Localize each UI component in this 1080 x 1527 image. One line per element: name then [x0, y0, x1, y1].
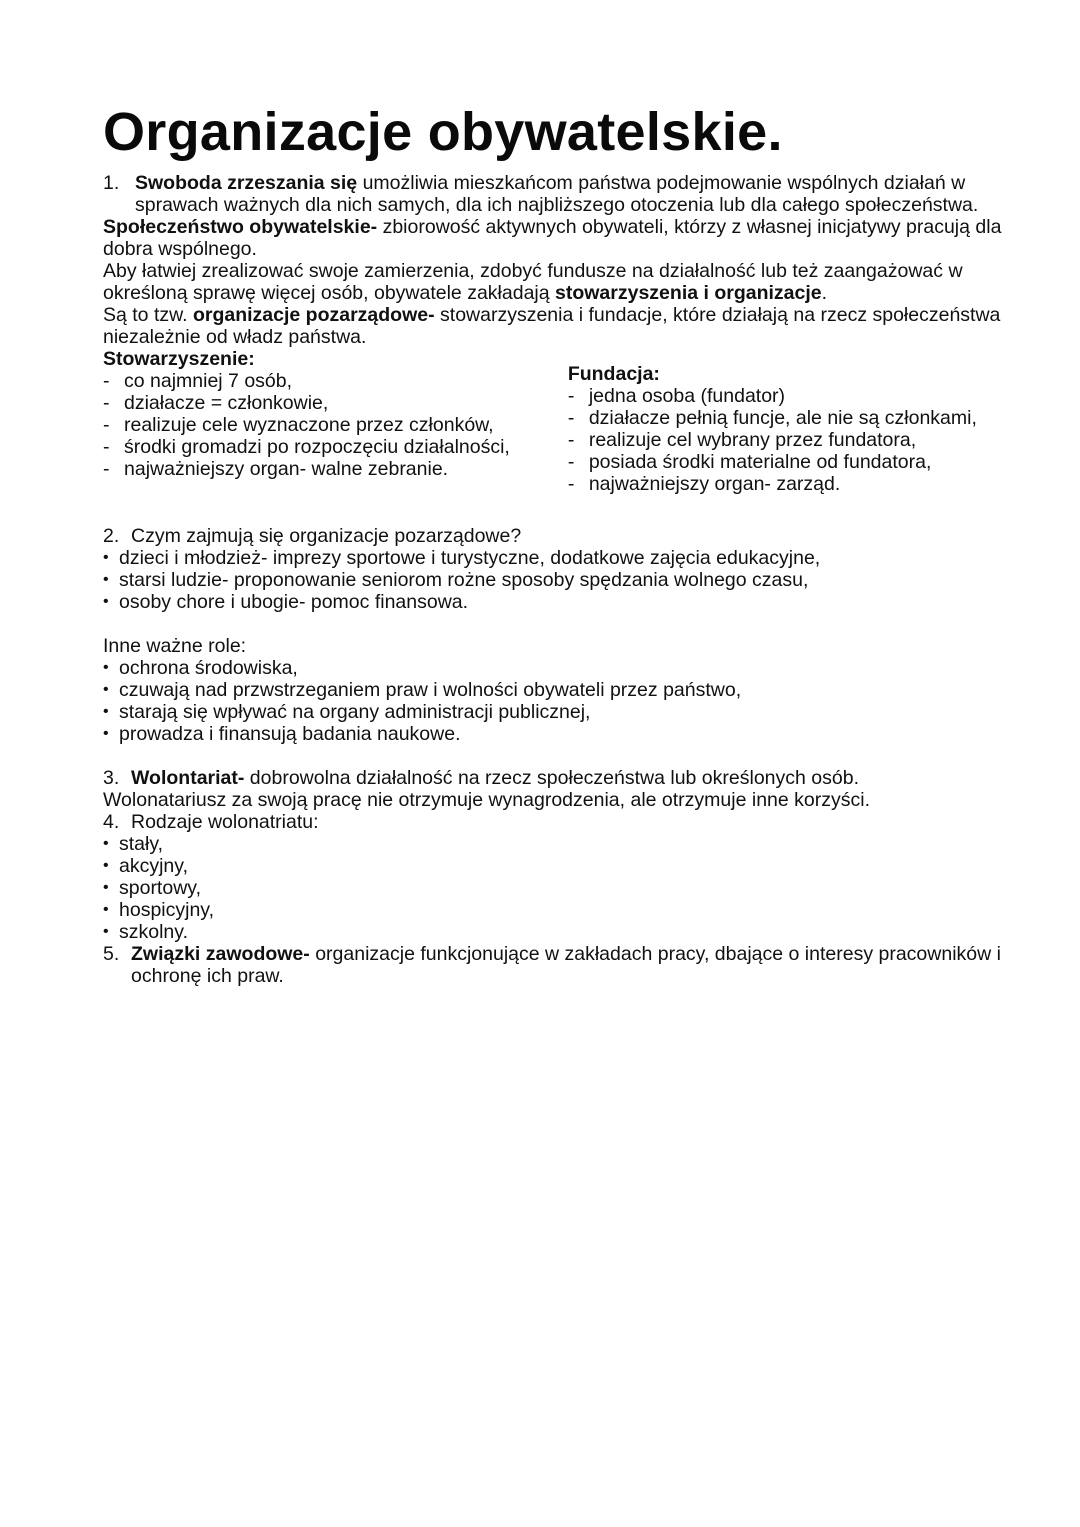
bullet-mark: •	[103, 593, 109, 610]
section-5-text: organizacje funkcjonujące w zakładach pracy, dbające o interesy pracowników i ochronę ich praw.	[131, 943, 1001, 987]
bullet-mark: •	[103, 923, 109, 940]
section-3-term: Wolontariat-	[131, 767, 245, 789]
dash-mark: -	[103, 414, 110, 436]
list-item	[103, 591, 1003, 613]
bullet-mark: •	[103, 901, 109, 918]
list-item	[103, 657, 1003, 679]
list-item	[103, 855, 1003, 877]
section-1	[103, 172, 1003, 216]
list-item-text: jedna osoba (fundator)	[588, 385, 786, 407]
list-item-text: osoby chore i ubogie- pomoc finansowa.	[119, 591, 469, 613]
foundation-heading: Fundacja:	[567, 363, 660, 385]
list-item-text: działacze pełnią funcje, ale nie są członkami,	[588, 407, 977, 429]
bullet-mark: •	[103, 703, 109, 720]
dash-mark: -	[103, 458, 110, 480]
list-item	[103, 458, 568, 480]
list-item	[103, 833, 1003, 855]
section-5-term: Związki zawodowe-	[131, 943, 310, 965]
list-item	[568, 429, 1003, 451]
section-2-number: 2.	[103, 525, 120, 547]
list-item-text: czuwają nad przwstrzeganiem praw i wolności obywateli przez państwo,	[119, 679, 742, 701]
list-item	[103, 701, 1003, 723]
bullet-mark: •	[103, 835, 109, 852]
list-item-text: starsi ludzie- proponowanie seniorom rożne sposoby spędzania wolnego czasu,	[119, 569, 809, 591]
section-3-line-2: Wolonatariusz za swoją pracę nie otrzymuje wynagrodzenia, ale otrzymuje inne korzyści.	[103, 789, 870, 811]
association-list	[103, 370, 568, 480]
list-item-text: realizuje cel wybrany przez fundatora,	[588, 429, 917, 451]
list-item	[568, 407, 1003, 429]
section-2-question	[103, 525, 1003, 547]
section-4-list	[103, 833, 1003, 943]
list-item-text: działacze = członkowie,	[124, 392, 329, 414]
dash-mark: -	[103, 392, 110, 414]
ngo-paragraph	[103, 304, 1003, 348]
list-item	[103, 723, 1003, 745]
civil-society-paragraph	[103, 216, 1003, 260]
aim-text: Aby łatwiej zrealizować swoje zamierzenia, zdobyć fundusze na działalność lub też zaangażować w określoną sprawę więcej osób, obywatele zakładają	[103, 260, 963, 304]
list-item	[568, 451, 1003, 473]
comparison-columns	[103, 348, 1003, 495]
document-page	[103, 100, 1003, 987]
foundation-column	[568, 348, 1003, 495]
dash-mark: -	[103, 370, 110, 392]
list-item-text: posiada środki materialne od fundatora,	[588, 451, 932, 473]
bullet-mark: •	[103, 659, 109, 676]
association-heading: Stowarzyszenie:	[103, 348, 255, 370]
list-item	[103, 414, 568, 436]
list-item-text: co najmniej 7 osób,	[124, 370, 293, 392]
list-item-text: hospicyjny,	[119, 899, 215, 921]
section-4-heading: Rodzaje wolonatriatu:	[131, 811, 319, 833]
civil-society-text: zbiorowość aktywnych obywateli, którzy z własnej inicjatywy pracują dla dobra wspólnego.	[103, 216, 1002, 260]
ngo-term: organizacje pozarządowe-	[192, 304, 435, 326]
dash-mark: -	[567, 451, 575, 473]
section-5	[103, 943, 1003, 987]
bullet-mark: •	[103, 571, 109, 588]
dash-mark: -	[567, 385, 575, 407]
bullet-mark: •	[103, 681, 109, 698]
list-item-text: akcyjny,	[119, 855, 188, 877]
section-1-term: Swoboda zrzeszania się	[135, 172, 358, 194]
list-item	[103, 392, 568, 414]
list-item-text: realizuje cele wyznaczone przez członków,	[124, 414, 494, 436]
bullet-mark: •	[103, 725, 109, 742]
section-1-number: 1.	[103, 172, 120, 194]
list-item-text: stały,	[119, 833, 164, 855]
list-item-text: sportowy,	[119, 877, 201, 899]
association-column	[103, 348, 568, 495]
ngo-text: Są to tzw.	[103, 304, 193, 326]
section-3-number: 3.	[103, 767, 120, 789]
dash-mark: -	[567, 473, 575, 495]
section-2-list	[103, 547, 1003, 613]
section-3	[103, 767, 1003, 789]
bullet-mark: •	[103, 857, 109, 874]
list-item	[568, 473, 1003, 495]
list-item-text: środki gromadzi po rozpoczęciu działalności,	[124, 436, 510, 458]
civil-society-term: Społeczeństwo obywatelskie-	[103, 216, 378, 238]
list-item-text: najważniejszy organ- zarząd.	[588, 473, 841, 495]
section-5-number: 5.	[103, 943, 120, 965]
dash-mark: -	[567, 429, 575, 451]
dash-mark: -	[103, 436, 110, 458]
list-item	[103, 921, 1003, 943]
list-item	[103, 370, 568, 392]
section-3-text: dobrowolna działalność na rzecz społeczeństwa lub określonych osób.	[244, 767, 859, 789]
list-item	[568, 385, 1003, 407]
aim-term: stowarzyszenia i organizacje	[555, 282, 822, 304]
ngo-end: stowarzyszenia i fundacje, które działają na rzecz społeczeństwa niezależnie od władz państwa.	[103, 304, 1001, 348]
other-roles-list	[103, 657, 1003, 745]
section-4	[103, 811, 1003, 833]
list-item-text: szkolny.	[119, 921, 188, 943]
list-item	[103, 877, 1003, 899]
list-item-text: najważniejszy organ- walne zebranie.	[124, 458, 449, 480]
bullet-mark: •	[103, 549, 109, 566]
list-item	[103, 679, 1003, 701]
section-1-text: umożliwia mieszkańcom państwa podejmowanie wspólnych działań w sprawach ważnych dla nich samych, dla ich najbliższego otoczenia lub dla całego społeczeństwa.	[135, 172, 979, 216]
bullet-mark: •	[103, 879, 109, 896]
list-item	[103, 547, 1003, 569]
list-item-text: ochrona środowiska,	[119, 657, 298, 679]
list-item-text: dzieci i młodzież- imprezy sportowe i turystyczne, dodatkowe zajęcia edukacyjne,	[119, 547, 821, 569]
list-item	[103, 899, 1003, 921]
dash-mark: -	[567, 407, 575, 429]
section-4-number: 4.	[103, 811, 120, 833]
page-title: Organizacje obywatelskie.	[103, 102, 783, 162]
list-item-text: prowadza i finansują badania naukowe.	[119, 723, 461, 745]
section-2-text: Czym zajmują się organizacje pozarządowe?	[131, 525, 522, 547]
foundation-list	[568, 385, 1003, 495]
list-item	[103, 569, 1003, 591]
aim-end: .	[821, 282, 828, 304]
list-item-text: starają się wpływać na organy administracji publicznej,	[119, 701, 591, 723]
other-roles-heading: Inne ważne role:	[103, 635, 247, 657]
list-item	[103, 436, 568, 458]
aim-paragraph	[103, 260, 1003, 304]
